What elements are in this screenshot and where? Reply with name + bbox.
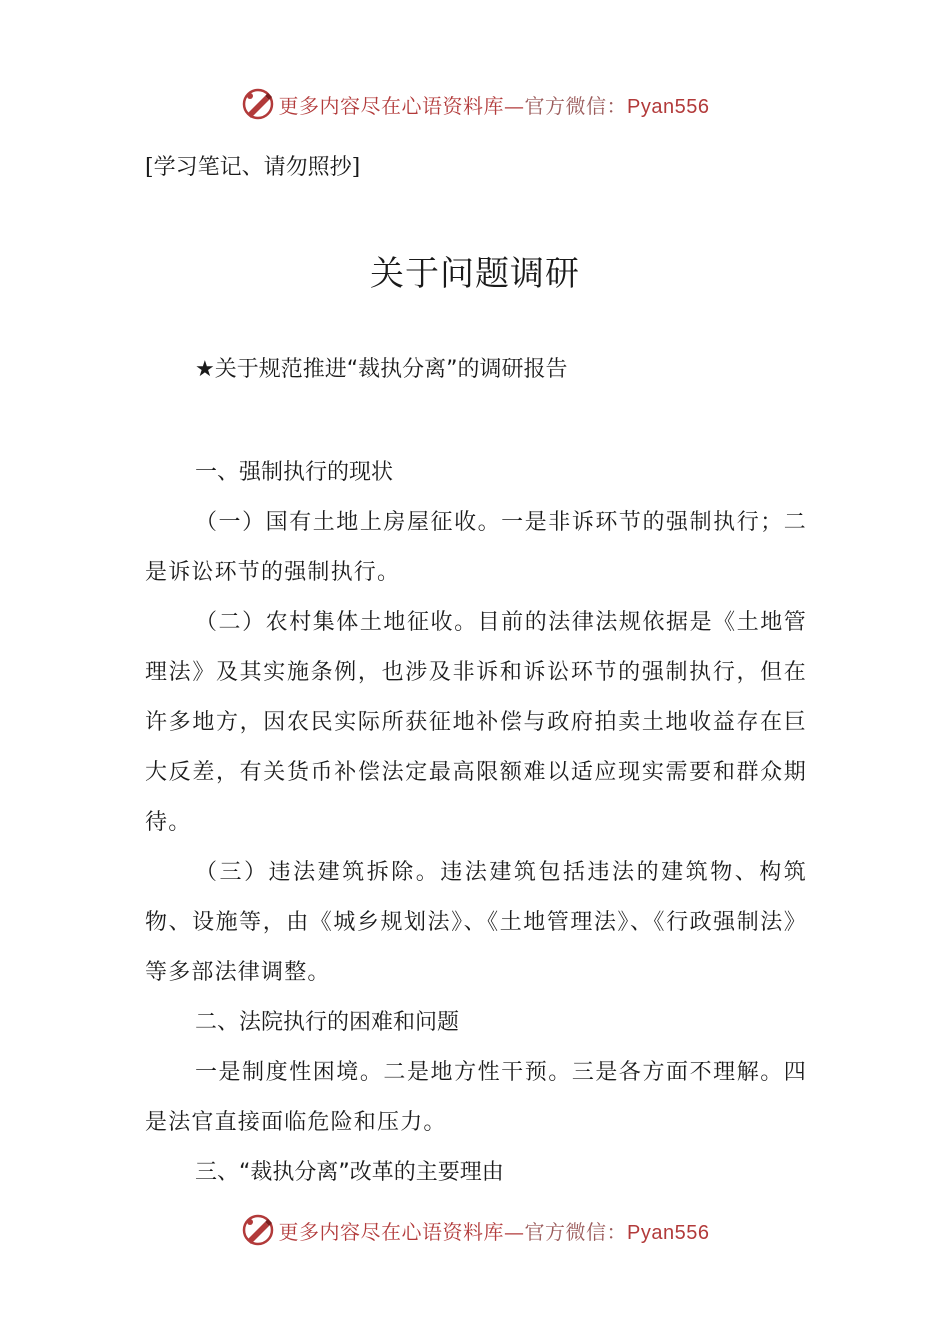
page-title: 关于问题调研 xyxy=(370,254,580,294)
paragraph: （二）农村集体土地征收。目前的法律法规依据是《土地管理法》及其实施条例，也涉及非诉和诉讼环节的强制执行，但在许多地方，因农民实际所获征地补偿与政府拍卖土地收益存在巨大反差，有关货币补偿法定最高限额难以适应现实需要和群众期待。 xyxy=(145,610,807,835)
watermark-banner-top xyxy=(0,84,950,124)
document-body xyxy=(145,448,807,1198)
watermark-text: 更多内容尽在心语资料库—官方微信：Pyan556 xyxy=(278,93,710,118)
section-heading: 三、“裁执分离”改革的主要理由 xyxy=(195,1160,504,1185)
watermark-banner-bottom xyxy=(0,1210,950,1250)
paragraph: 一是制度性困境。二是地方性干预。三是各方面不理解。四是法官直接面临危险和压力。 xyxy=(145,1060,807,1135)
study-note-label: [学习笔记、请勿照抄] xyxy=(145,155,361,180)
report-subtitle: ★关于规范推进“裁执分离”的调研报告 xyxy=(195,357,568,382)
pen-logo-icon xyxy=(241,1213,275,1247)
section-heading: 二、法院执行的困难和问题 xyxy=(195,1010,460,1035)
watermark-text: 更多内容尽在心语资料库—官方微信：Pyan556 xyxy=(278,1219,710,1244)
pen-logo-icon xyxy=(241,87,275,121)
paragraph: （一）国有土地上房屋征收。一是非诉环节的强制执行；二是诉讼环节的强制执行。 xyxy=(145,510,807,585)
paragraph: （三）违法建筑拆除。违法建筑包括违法的建筑物、构筑物、设施等，由《城乡规划法》、《土地管理法》、《行政强制法》等多部法律调整。 xyxy=(145,860,807,985)
section-heading: 一、强制执行的现状 xyxy=(195,460,394,485)
